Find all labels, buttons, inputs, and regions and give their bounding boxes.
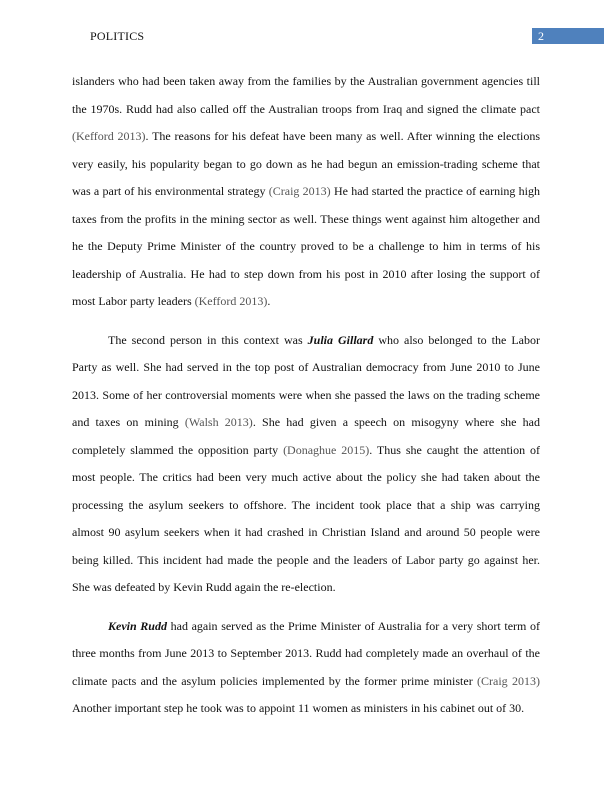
document-body	[72, 68, 540, 734]
text-run: had again served as the Prime Minister of Australia for a very short term of three months from June 2013 to September 2013. Rudd had completely made an overhaul of the climate pacts and the asylum policies implemented by the former prime minister	[72, 618, 541, 688]
text-run: Another important step he took was to appoint 11 women as ministers in his cabinet out of 30.	[72, 701, 525, 715]
paragraph-2	[72, 327, 540, 602]
paragraph-3	[72, 613, 540, 723]
page-number: 2	[538, 29, 544, 43]
citation: (Kefford 2013)	[194, 294, 268, 308]
text-run: .	[267, 294, 271, 308]
text-run: . The reasons for his defeat have been many as well. After winning the elections very easily, his popularity began to go down as he had begun an emission-trading scheme that was a part of his environmental strategy	[72, 129, 540, 198]
citation: (Walsh 2013)	[184, 415, 253, 429]
citation: (Donaghue 2015)	[283, 442, 370, 457]
text-run: . Thus she caught the attention of most people. The critics had been very much active about the policy she had taken about the processing the asylum seekers to offshore. The incident took place that a ship was carrying almost 90 asylum seekers when it had crashed in Christian Island and around 50 people were being killed. This incident had made the people and the leaders of Labor party go against her. She was defeated by Kevin Rudd again the re-election.	[72, 442, 540, 594]
page-number-box	[532, 28, 604, 44]
text-run: He had started the practice of earning high taxes from the profits in the mining sector as well. These things went against him altogether and he the Deputy Prime Minister of the country proved to be a challenge to him in terms of his leadership of Australia. He had to step down from his post in 2010 after losing the support of most Labor party leaders	[72, 184, 541, 308]
person-name: Kevin Rudd	[108, 618, 167, 633]
citation: (Craig 2013)	[477, 673, 540, 688]
text-run: who also belonged to the Labor Party as well. She had served in the top post of Australian democracy from June 2010 to June 2013. Some of her controversial moments were when she passed the laws on the trading scheme and taxes on mining	[72, 332, 540, 429]
citation: (Kefford 2013)	[72, 129, 146, 143]
text-run: The second person in this context was	[108, 332, 308, 347]
citation: (Craig 2013)	[268, 184, 331, 198]
header-title: POLITICS	[90, 29, 145, 43]
text-run: islanders who had been taken away from the families by the Australian government agencies till the 1970s. Rudd had also called off the Australian troops from Iraq and signed the climate pact	[72, 74, 540, 116]
person-name: Julia Gillard	[307, 332, 374, 347]
paragraph-1	[72, 68, 540, 316]
text-run: . She had given a speech on misogyny where she had completely slammed the opposition party	[72, 415, 541, 457]
